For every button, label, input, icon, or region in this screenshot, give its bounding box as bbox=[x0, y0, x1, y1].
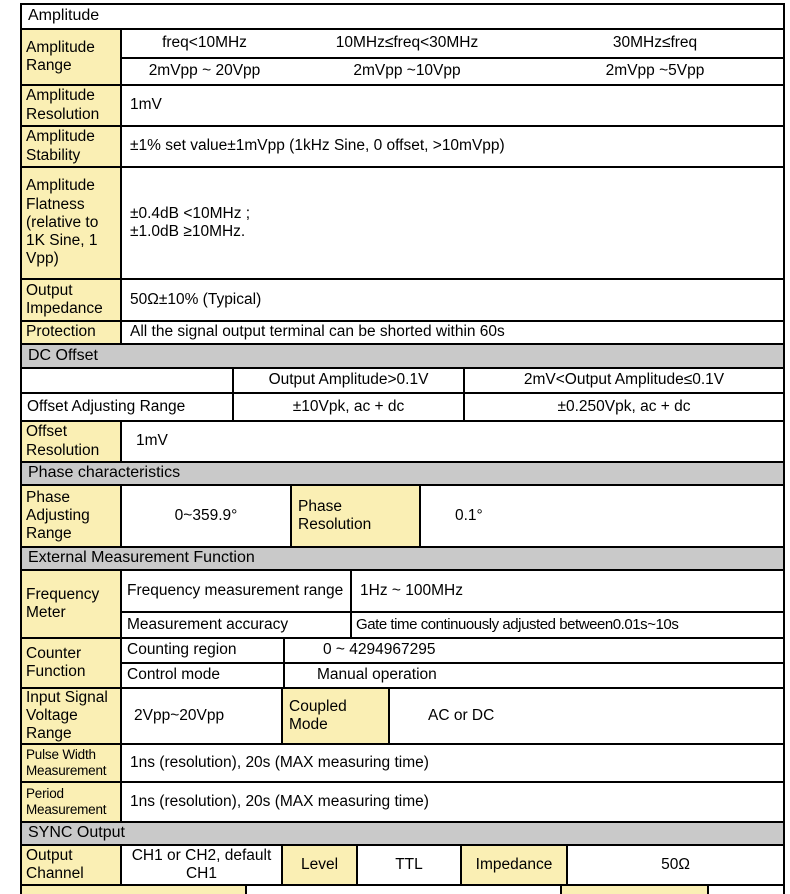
row-frequency-meter bbox=[22, 571, 783, 639]
freq-band-3: 30MHz≤freq bbox=[612, 34, 698, 52]
range-value-1: 2mVpp ~ 20Vpp bbox=[148, 62, 261, 80]
amplitude-range-freq-header-row bbox=[122, 30, 783, 59]
amplitude-title: Amplitude bbox=[28, 7, 100, 25]
counter-function-label-cell bbox=[22, 639, 122, 687]
protection-label-cell bbox=[22, 322, 122, 343]
counter-subrow-2 bbox=[122, 664, 783, 687]
flatness-line-2: ±1.0dB ≥10MHz. bbox=[130, 223, 246, 240]
dc-offset-col2-cell bbox=[465, 369, 783, 392]
amplitude-resolution-value-cell bbox=[122, 86, 783, 125]
counter-subrow-1 bbox=[122, 639, 783, 664]
sync-title: SYNC Output bbox=[28, 824, 125, 842]
sync-header-cell bbox=[22, 823, 783, 844]
amplitude-title-cell bbox=[22, 5, 783, 28]
row-cutoff-partial bbox=[22, 886, 783, 894]
freq-range-value-cell bbox=[352, 571, 783, 611]
period-value: 1ns (resolution), 20s (MAX measuring time) bbox=[130, 792, 429, 810]
dc-offset-header-cell bbox=[22, 345, 783, 367]
counting-region-value: 0 ~ 4294967295 bbox=[323, 641, 436, 659]
phase-adjusting-label: Phase Adjusting Range bbox=[26, 488, 90, 543]
flatness-line-1: ±0.4dB <10MHz ; bbox=[130, 204, 251, 222]
pulse-width-label-cell bbox=[22, 745, 122, 781]
pulse-width-label: Pulse Width Measurement bbox=[26, 747, 107, 778]
row-external-header bbox=[22, 548, 783, 571]
amplitude-resolution-label-cell bbox=[22, 86, 122, 125]
amplitude-range-value-row bbox=[122, 59, 783, 84]
row-amplitude-resolution bbox=[22, 86, 783, 127]
offset-resolution-label-cell bbox=[22, 422, 122, 461]
pulse-width-value-cell bbox=[122, 745, 783, 781]
external-header-cell bbox=[22, 548, 783, 569]
amplitude-stability-label-cell bbox=[22, 127, 122, 166]
input-signal-value: 2Vpp~20Vpp bbox=[134, 706, 225, 724]
offset-adjusting-value2: ±0.250Vpk, ac + dc bbox=[557, 397, 691, 415]
phase-resolution-value-cell bbox=[421, 486, 783, 546]
phase-resolution-label-cell bbox=[292, 486, 421, 546]
impedance-label: Impedance bbox=[475, 855, 553, 873]
row-output-impedance bbox=[22, 280, 783, 322]
dc-offset-empty-cell bbox=[22, 369, 234, 392]
cutoff-cell-1 bbox=[22, 886, 247, 894]
offset-adjusting-label: Offset Adjusting Range bbox=[27, 397, 186, 415]
row-counter-function bbox=[22, 639, 783, 689]
row-offset-adjusting-range bbox=[22, 394, 783, 422]
amplitude-stability-value-cell bbox=[122, 127, 783, 166]
freq-range-value: 1Hz ~ 100MHz bbox=[360, 581, 463, 599]
amplitude-flatness-label-cell bbox=[22, 168, 122, 278]
amplitude-stability-value: ±1% set value±1mVpp (1kHz Sine, 0 offset, >10mVpp) bbox=[130, 137, 505, 155]
row-amplitude-range bbox=[22, 30, 783, 86]
offset-adjusting-value1: ±10Vpk, ac + dc bbox=[292, 397, 405, 415]
counting-region-name: Counting region bbox=[127, 641, 237, 659]
dc-offset-col2: 2mV<Output Amplitude≤0.1V bbox=[523, 371, 725, 389]
freq-meter-subrow-1 bbox=[122, 571, 783, 613]
freq-header-grid bbox=[122, 30, 783, 57]
protection-label: Protection bbox=[26, 323, 96, 341]
amplitude-range-label: Amplitude Range bbox=[26, 38, 95, 74]
level-label: Level bbox=[300, 855, 339, 873]
impedance-label-cell bbox=[462, 846, 568, 884]
row-phase bbox=[22, 486, 783, 548]
row-input-signal bbox=[22, 689, 783, 745]
row-amplitude-title bbox=[22, 5, 783, 30]
row-dc-offset-columns bbox=[22, 369, 783, 394]
amplitude-flatness-label: Amplitude Flatness (relative to 1K Sine, 1 Vpp) bbox=[26, 177, 99, 268]
amplitude-stability-label: Amplitude Stability bbox=[26, 128, 95, 164]
period-label: Period Measurement bbox=[26, 786, 107, 817]
row-dc-offset-header bbox=[22, 345, 783, 369]
offset-resolution-value: 1mV bbox=[136, 432, 168, 450]
protection-value-cell bbox=[122, 322, 783, 343]
counting-region-name-cell bbox=[122, 639, 285, 662]
freq-band-1: freq<10MHz bbox=[162, 34, 247, 52]
phase-adjusting-value: 0~359.9° bbox=[174, 506, 238, 524]
control-mode-name-cell bbox=[122, 664, 285, 687]
phase-adjusting-value-cell bbox=[122, 486, 292, 546]
row-protection bbox=[22, 322, 783, 345]
row-sync-header bbox=[22, 823, 783, 846]
output-impedance-value: 50Ω±10% (Typical) bbox=[130, 290, 262, 308]
row-period bbox=[22, 783, 783, 823]
dc-offset-col1-cell bbox=[234, 369, 465, 392]
row-amplitude-flatness bbox=[22, 168, 783, 280]
phase-header-cell bbox=[22, 463, 783, 484]
freq-meter-subrow-2 bbox=[122, 613, 783, 637]
offset-adjusting-value2-cell bbox=[465, 394, 783, 420]
output-channel-label-cell bbox=[22, 846, 122, 884]
control-mode-value-cell bbox=[285, 664, 783, 687]
phase-resolution-value: 0.1° bbox=[455, 506, 483, 524]
spec-table bbox=[20, 3, 785, 894]
output-channel-value: CH1 or CH2, default CH1 bbox=[131, 846, 272, 882]
cutoff-cell-3 bbox=[562, 886, 709, 894]
amplitude-flatness-value-cell bbox=[122, 168, 783, 278]
impedance-value-cell bbox=[568, 846, 783, 884]
output-impedance-label: Output Impedance bbox=[26, 281, 103, 317]
period-value-cell bbox=[122, 783, 783, 821]
phase-resolution-label: Phase Resolution bbox=[298, 497, 372, 533]
frequency-meter-rows bbox=[122, 571, 783, 637]
level-value: TTL bbox=[395, 855, 423, 873]
freq-range-name: Frequency measurement range bbox=[127, 581, 344, 599]
offset-resolution-label: Offset Resolution bbox=[26, 423, 100, 459]
cutoff-cell-2 bbox=[247, 886, 562, 894]
input-signal-label: Input Signal Voltage Range bbox=[26, 689, 108, 743]
control-mode-name: Control mode bbox=[127, 666, 221, 684]
coupled-mode-label-cell bbox=[283, 689, 390, 743]
freq-accuracy-name: Measurement accuracy bbox=[127, 615, 289, 633]
output-impedance-value-cell bbox=[122, 280, 783, 320]
frequency-meter-label: Frequency Meter bbox=[26, 585, 100, 621]
frequency-meter-label-cell bbox=[22, 571, 122, 637]
amplitude-resolution-label: Amplitude Resolution bbox=[26, 87, 100, 123]
phase-adjusting-label-cell bbox=[22, 486, 122, 546]
external-title: External Measurement Function bbox=[28, 549, 255, 567]
offset-adjusting-label-cell bbox=[22, 394, 234, 420]
row-sync-output bbox=[22, 846, 783, 886]
counting-region-value-cell bbox=[285, 639, 783, 662]
output-channel-label: Output Channel bbox=[26, 846, 84, 882]
coupled-mode-label: Coupled Mode bbox=[289, 697, 347, 733]
input-signal-label-cell bbox=[22, 689, 122, 743]
row-offset-resolution bbox=[22, 422, 783, 463]
range-value-3: 2mVpp ~5Vpp bbox=[605, 62, 705, 80]
freq-range-name-cell bbox=[122, 571, 352, 611]
amplitude-range-values bbox=[122, 30, 783, 84]
row-pulse-width bbox=[22, 745, 783, 783]
range-value-grid bbox=[122, 59, 783, 84]
row-phase-header bbox=[22, 463, 783, 486]
coupled-mode-value-cell bbox=[390, 689, 783, 743]
control-mode-value: Manual operation bbox=[317, 666, 437, 684]
impedance-value: 50Ω bbox=[661, 855, 690, 873]
phase-title: Phase characteristics bbox=[28, 464, 181, 482]
level-label-cell bbox=[283, 846, 358, 884]
amplitude-range-label-cell bbox=[22, 30, 122, 84]
counter-function-rows bbox=[122, 639, 783, 687]
freq-accuracy-value: Gate time continuously adjusted between0.01s~10s bbox=[356, 616, 679, 634]
row-amplitude-stability bbox=[22, 127, 783, 168]
range-value-2: 2mVpp ~10Vpp bbox=[353, 62, 461, 80]
input-signal-value-cell bbox=[122, 689, 283, 743]
period-label-cell bbox=[22, 783, 122, 821]
output-channel-value-cell bbox=[122, 846, 283, 884]
dc-offset-col1: Output Amplitude>0.1V bbox=[268, 371, 429, 389]
offset-resolution-value-cell bbox=[122, 422, 783, 461]
coupled-mode-value: AC or DC bbox=[428, 706, 495, 724]
level-value-cell bbox=[358, 846, 462, 884]
offset-adjusting-value1-cell bbox=[234, 394, 465, 420]
pulse-width-value: 1ns (resolution), 20s (MAX measuring time) bbox=[130, 753, 429, 771]
counter-function-label: Counter Function bbox=[26, 644, 86, 680]
freq-band-2: 10MHz≤freq<30MHz bbox=[335, 34, 479, 52]
freq-accuracy-name-cell bbox=[122, 613, 352, 637]
protection-value: All the signal output terminal can be shorted within 60s bbox=[130, 323, 505, 341]
dc-offset-title: DC Offset bbox=[28, 346, 98, 364]
freq-accuracy-value-cell bbox=[352, 613, 783, 637]
output-impedance-label-cell bbox=[22, 280, 122, 320]
amplitude-flatness-value bbox=[130, 205, 250, 242]
cutoff-cell-4 bbox=[709, 886, 783, 894]
amplitude-resolution-value: 1mV bbox=[130, 96, 162, 114]
